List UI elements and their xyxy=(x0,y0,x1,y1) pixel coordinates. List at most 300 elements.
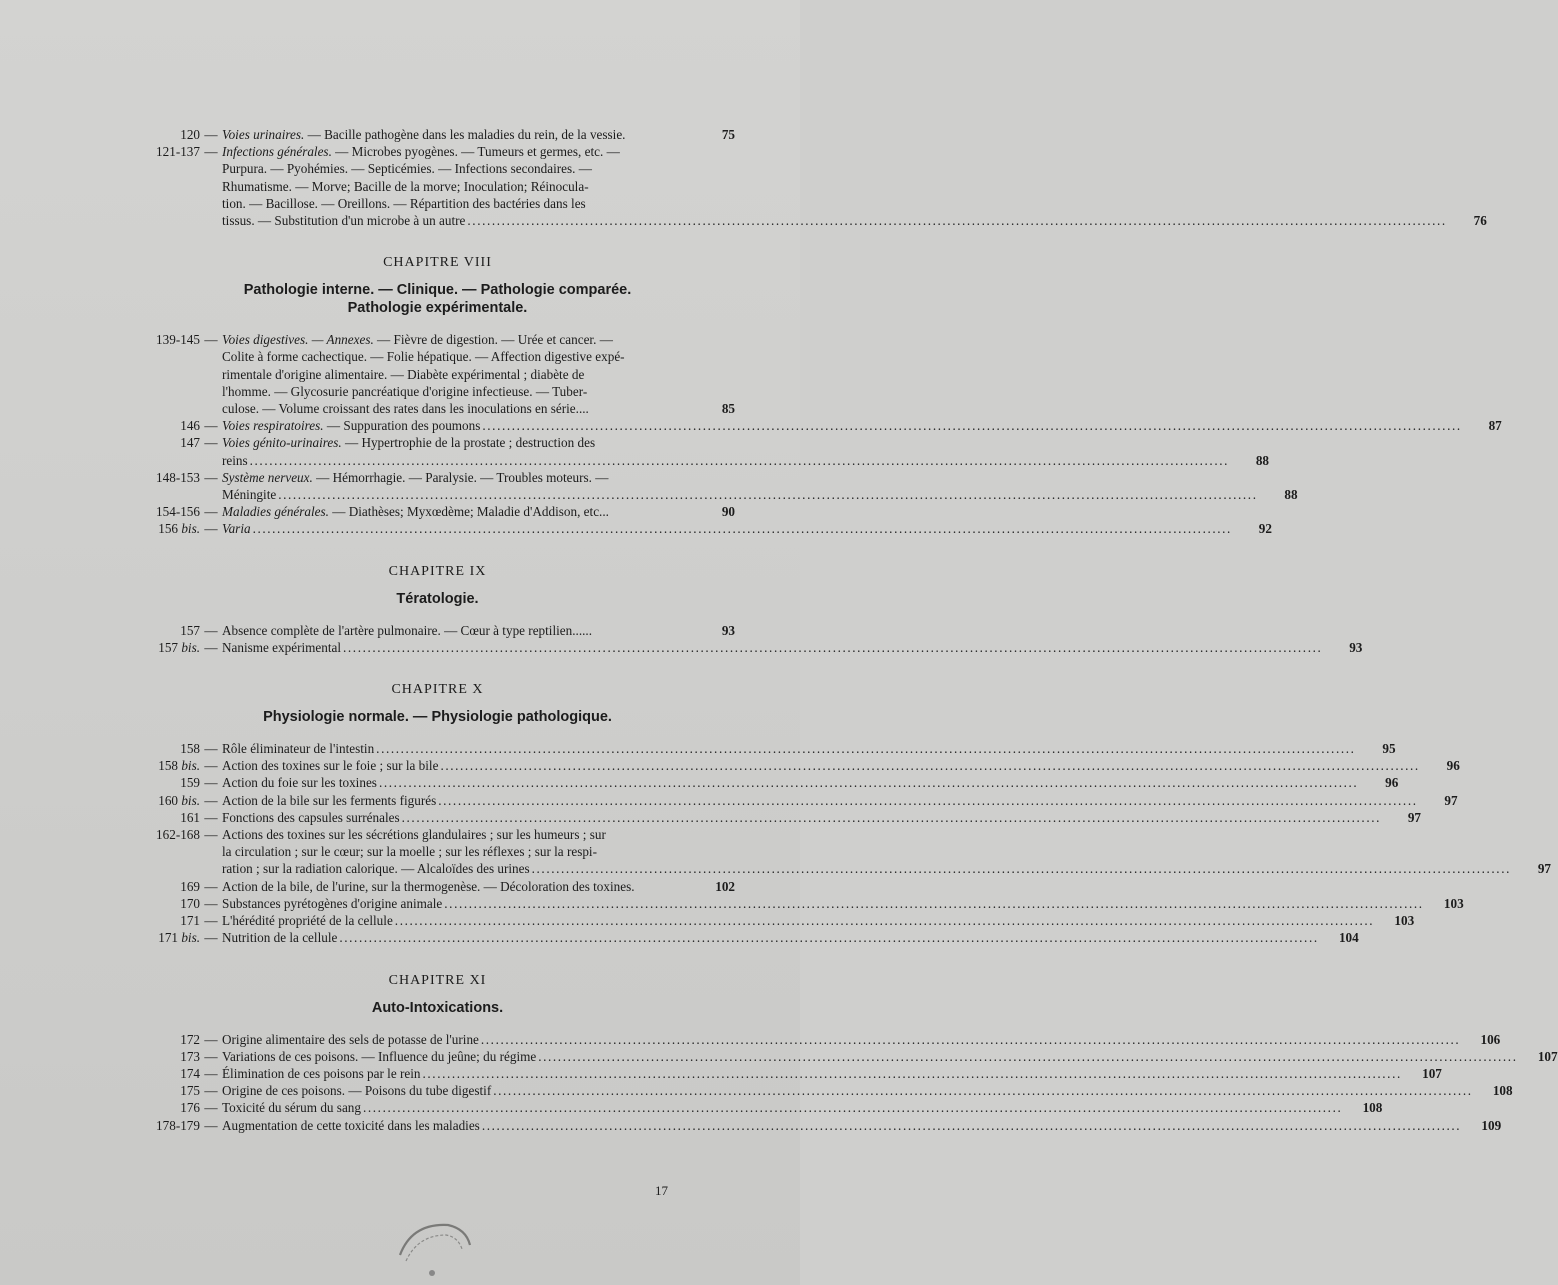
entry-last-line xyxy=(222,757,1460,774)
toc-entry xyxy=(140,878,735,895)
entry-last-content: Origine de ces poisons. — Poisons du tube digestif xyxy=(222,1083,492,1099)
entry-last-text xyxy=(222,912,393,929)
entry-last-line xyxy=(222,1099,1382,1116)
entry-dash: — xyxy=(204,622,218,638)
chapter-title xyxy=(140,708,735,726)
leader-dots: ........................................................................................................................................................................................................ xyxy=(378,775,1359,791)
entry-number xyxy=(140,417,200,434)
entry-number xyxy=(140,1031,200,1048)
entry-number xyxy=(140,434,200,451)
entry-last-content: Variations de ces poisons. — Influence du jeûne; du régime xyxy=(222,1048,537,1064)
toc-entry xyxy=(140,331,735,417)
entry-number xyxy=(140,1117,200,1134)
entry-line-content: Fièvre de digestion. — Urée et cancer. — xyxy=(393,332,613,348)
leader-dots: ........................................................................................................................................................................................................ xyxy=(252,521,1232,537)
toc-entry xyxy=(140,929,1359,946)
entry-last-text xyxy=(222,1031,479,1048)
page-ref: 97 xyxy=(1444,792,1458,808)
entry-text xyxy=(222,1031,1500,1048)
entry-line xyxy=(222,331,735,348)
page-ref: 92 xyxy=(1258,521,1272,537)
page-ref: 90 xyxy=(721,504,735,520)
entry-last-text xyxy=(222,452,248,469)
entry-number-value: 148-153 xyxy=(156,469,200,485)
entry-line-content: Microbes pyogènes. — Tumeurs et germes, etc. — xyxy=(351,144,620,160)
entry-last-text xyxy=(222,400,589,417)
leader-dots: ........................................................................................................................................................................................................ xyxy=(438,792,1418,808)
entry-last-line xyxy=(222,503,735,520)
entry-last-content: Augmentation de cette toxicité dans les maladies xyxy=(222,1117,480,1133)
entry-number-value: 121-137 xyxy=(156,144,200,160)
entry-last-line xyxy=(222,774,1398,791)
page-ref: 108 xyxy=(1362,1100,1383,1116)
entry-number xyxy=(140,469,200,486)
entry-line-content: Colite à forme cachectique. — Folie hépatique. — Affection digestive expé- xyxy=(222,349,625,365)
entry-last-line xyxy=(222,400,735,417)
page-ref: 85 xyxy=(721,401,735,417)
entry-last-text: Voies respiratoires. — Suppuration des poumons xyxy=(222,418,481,434)
entry-text xyxy=(222,520,1272,537)
entry-number xyxy=(140,757,200,774)
entry-bis-label: bis. xyxy=(181,758,200,774)
entry-dash: — xyxy=(204,1117,218,1133)
leader-dots: ........................................................................................................................................................................................................ xyxy=(249,452,1230,468)
entry-dash: — xyxy=(204,930,218,946)
entry-text xyxy=(222,1065,1442,1082)
entry-dash: — xyxy=(204,792,218,808)
entry-last-line xyxy=(222,1117,1501,1134)
entry-last-line xyxy=(222,740,1396,757)
entry-dash: — xyxy=(204,127,218,142)
page-ref: 108 xyxy=(1492,1083,1513,1099)
chapter-heading: CHAPITRE IX xyxy=(388,563,487,579)
entry-number-value: 173 xyxy=(180,1048,200,1064)
entry-number xyxy=(140,503,200,520)
page-ref: 88 xyxy=(1255,452,1270,468)
entry-dash: — xyxy=(204,504,218,520)
entry-number-value: 139-145 xyxy=(156,332,200,348)
entry-last-text xyxy=(222,757,438,774)
leader-dots: ........................................................................................................................................................................................................ xyxy=(493,1083,1473,1099)
leader-dots: ........................................................................................................................................................................................................ xyxy=(401,809,1382,825)
entry-dash: — xyxy=(204,878,218,894)
entry-bis-label: bis. xyxy=(181,639,200,655)
toc-entry xyxy=(140,912,1415,929)
entry-number xyxy=(140,1082,200,1099)
entry-line-text: Infections générales. — Microbes pyogènes. — Tumeurs et germes, etc. — xyxy=(222,144,620,160)
entry-dash: — xyxy=(204,521,218,537)
entry-number-value: 174 xyxy=(180,1065,200,1081)
toc-entry xyxy=(140,809,1422,826)
toc-entry xyxy=(140,1082,1513,1099)
entry-text xyxy=(222,912,1414,929)
entry-last-content: reins xyxy=(222,452,248,468)
entry-number-value: 176 xyxy=(180,1100,200,1116)
page-ref: 95 xyxy=(1382,741,1396,757)
entry-last-line xyxy=(222,878,735,895)
entry-last-text xyxy=(222,1082,491,1099)
entry-last-line xyxy=(222,1048,1558,1065)
page-ref: 109 xyxy=(1481,1117,1502,1133)
entry-last-content: L'hérédité propriété de la cellule xyxy=(222,913,393,929)
page-ref: 93 xyxy=(1349,639,1363,655)
entry-last-text: Voies urinaires. — Bacille pathogène dans les maladies du rein, de la vessie. xyxy=(222,127,626,142)
page-ref: 97 xyxy=(1407,809,1422,825)
entry-last-text xyxy=(222,929,337,946)
entry-last-text: Maladies générales. — Diathèses; Myxœdème; Maladie d'Addison, etc... xyxy=(222,504,609,520)
table-of-contents xyxy=(140,126,1558,1134)
toc-entry xyxy=(140,757,1460,774)
entry-dash: — xyxy=(204,1048,218,1064)
entry-text xyxy=(222,1048,1558,1065)
entry-number-value: 162-168 xyxy=(156,827,200,843)
toc-entry xyxy=(140,1065,1442,1082)
entry-line-content: Hypertrophie de la prostate ; destruction des xyxy=(361,435,596,451)
entry-last-content: Substances pyrétogènes d'origine animale xyxy=(222,895,443,911)
entry-dash: — xyxy=(204,758,218,774)
entry-last-text xyxy=(222,212,465,229)
toc-entry xyxy=(140,469,1298,503)
entry-bis-label: bis. xyxy=(181,792,200,808)
entry-dash: — xyxy=(204,895,218,911)
entry-number-value: 170 xyxy=(180,895,200,911)
entry-number-value: 120 xyxy=(180,127,200,142)
entry-line-content: Actions des toxines sur les sécrétions glandulaires ; sur les humeurs ; sur xyxy=(222,827,606,843)
entry-dash: — xyxy=(204,809,218,825)
page-ref: 103 xyxy=(1443,895,1464,911)
entry-heading: Voies urinaires. xyxy=(222,127,305,142)
entry-line-text xyxy=(222,826,1551,843)
page-ref: 96 xyxy=(1385,775,1399,791)
leader-dots: ........................................................................................................................................................................................................ xyxy=(531,861,1511,877)
entry-last-text xyxy=(222,809,400,826)
entry-line xyxy=(222,348,735,365)
entry-last-line xyxy=(222,929,1359,946)
toc-entry xyxy=(140,503,735,520)
entry-last-line xyxy=(222,792,1458,809)
entry-text xyxy=(222,895,1464,912)
entry-last-text xyxy=(222,1065,421,1082)
entry-number-value: 171 xyxy=(158,930,179,946)
entry-last-content: tissus. — Substitution d'un microbe à un autre xyxy=(222,213,466,229)
leader-dots: ........................................................................................................................................................................................................ xyxy=(481,1117,1462,1133)
leader-dots: ........................................................................................................................................................................................................ xyxy=(422,1065,1402,1081)
chapter-title xyxy=(140,590,735,608)
entry-text xyxy=(222,826,1551,878)
toc-entry xyxy=(140,774,1399,791)
toc-entry xyxy=(140,740,1396,757)
entry-last-content: Nutrition de la cellule xyxy=(222,930,338,946)
leader-dots: ........................................................................................................................................................................................................ xyxy=(376,741,1356,757)
entry-last-text xyxy=(222,860,530,877)
chapter-heading: CHAPITRE VIII xyxy=(383,255,492,271)
entry-text xyxy=(222,1082,1513,1099)
entry-number-value: 156 xyxy=(158,521,179,537)
entry-number xyxy=(140,809,200,826)
entry-number xyxy=(140,878,200,895)
entry-heading: Voies digestives. — Annexes. xyxy=(222,332,374,348)
entry-last-line xyxy=(222,860,1551,877)
page-ref: 107 xyxy=(1422,1065,1442,1081)
entry-line xyxy=(222,826,1551,843)
entry-dash: — xyxy=(204,1065,218,1081)
entry-dash: — xyxy=(204,639,218,655)
entry-last-line xyxy=(222,126,735,143)
entry-text xyxy=(222,143,1487,229)
entry-last-line xyxy=(222,417,1502,434)
entry-last-line xyxy=(222,452,1269,469)
entry-last-content: Fonctions des capsules surrénales xyxy=(222,809,400,825)
page-ref: 88 xyxy=(1284,487,1298,503)
toc-entry xyxy=(140,1117,1502,1134)
entry-dash: — xyxy=(204,332,218,348)
entry-text xyxy=(222,417,1502,434)
entry-text xyxy=(222,1117,1501,1134)
entry-line xyxy=(222,383,735,400)
entry-last-content: ration ; sur la radiation calorique. — Alcaloïdes des urines xyxy=(222,861,530,877)
entry-dash: — xyxy=(204,827,218,843)
page-ref: 107 xyxy=(1537,1048,1558,1064)
page-ref: 102 xyxy=(715,878,735,894)
entry-text xyxy=(222,929,1359,946)
entry-last-text xyxy=(222,1117,480,1134)
entry-number xyxy=(140,520,200,537)
entry-line xyxy=(222,195,1487,212)
entry-text xyxy=(222,740,1396,757)
entry-line-text: Système nerveux. — Hémorrhagie. — Paralysie. — Troubles moteurs. — xyxy=(222,469,609,485)
entry-dash: — xyxy=(204,1100,218,1116)
entry-line xyxy=(222,178,1487,195)
entry-dash: — xyxy=(204,469,218,485)
entry-last-text xyxy=(222,878,635,895)
entry-text xyxy=(222,792,1458,809)
entry-last-content: Élimination de ces poisons par le rein xyxy=(222,1065,421,1081)
chapter-heading: CHAPITRE X xyxy=(391,682,484,698)
entry-dash: — xyxy=(204,418,218,434)
page-ref: 106 xyxy=(1480,1031,1501,1047)
library-stamp-icon xyxy=(392,1215,472,1285)
entry-line xyxy=(222,160,1487,177)
leader-dots: ........................................................................................................................................................................................................ xyxy=(444,895,1424,911)
entry-number-value: 172 xyxy=(180,1031,200,1047)
entry-number-value: 157 xyxy=(180,622,200,638)
entry-dash: — xyxy=(204,144,218,160)
entry-last-content: Action des toxines sur le foie ; sur la bile xyxy=(222,758,439,774)
chapter-title-line: Auto-Intoxications. xyxy=(371,999,504,1016)
entry-last-text xyxy=(222,639,341,656)
entry-bis-label: bis. xyxy=(181,521,200,537)
toc-entry xyxy=(140,143,1487,229)
entry-line-text: Voies digestives. — Annexes. — Fièvre de digestion. — Urée et cancer. — xyxy=(222,332,613,348)
toc-entry xyxy=(140,1031,1501,1048)
entry-last-text xyxy=(222,774,377,791)
page-ref: 93 xyxy=(721,622,735,638)
entry-text xyxy=(222,639,1362,656)
entry-number xyxy=(140,740,200,757)
entry-last-content: Origine alimentaire des sels de potasse de l'urine xyxy=(222,1031,479,1047)
entry-line-content: tion. — Bacillose. — Oreillons. — Répartition des bactéries dans les xyxy=(222,195,586,211)
entry-last-content: Absence complète de l'artère pulmonaire. — Cœur à type reptilien...... xyxy=(222,622,593,638)
entry-last-line xyxy=(222,895,1464,912)
entry-number xyxy=(140,1048,200,1065)
entry-text xyxy=(222,331,735,417)
entry-text xyxy=(222,1099,1382,1116)
leader-dots: ........................................................................................................................................................................................................ xyxy=(343,639,1323,655)
page-ref: 87 xyxy=(1488,418,1502,434)
entry-text xyxy=(222,126,735,143)
entry-last-content: culose. — Volume croissant des rates dans les inoculations en série.... xyxy=(222,401,589,417)
entry-dash: — xyxy=(204,913,218,929)
page-number: 17 xyxy=(655,1183,668,1198)
toc-entry xyxy=(140,520,1272,537)
toc-entry xyxy=(140,826,1551,878)
entry-last-content: Nanisme expérimental xyxy=(222,639,342,655)
entry-bis-label: bis. xyxy=(181,930,200,946)
entry-heading: Maladies générales. xyxy=(222,504,329,520)
entry-number xyxy=(140,143,200,160)
leader-dots: ........................................................................................................................................................................................................ xyxy=(362,1100,1343,1116)
entry-heading: Voies respiratoires. xyxy=(222,418,324,434)
entry-number-value: 175 xyxy=(180,1083,200,1099)
entry-last-text xyxy=(222,792,436,809)
toc-entry xyxy=(140,126,735,143)
entry-last-line xyxy=(222,520,1272,537)
chapter-title-line: Pathologie expérimentale. xyxy=(347,300,528,317)
entry-dash: — xyxy=(204,1031,218,1047)
leader-dots: ........................................................................................................................................................................................................ xyxy=(538,1048,1518,1064)
entry-line xyxy=(222,434,1269,451)
entry-line xyxy=(222,366,735,383)
page-ref: 103 xyxy=(1394,913,1415,929)
leader-dots: ........................................................................................................................................................................................................ xyxy=(278,487,1258,503)
entry-last-text xyxy=(222,1048,536,1065)
chapter-title xyxy=(140,281,735,317)
entry-text xyxy=(222,622,735,639)
entry-number xyxy=(140,639,200,656)
entry-number xyxy=(140,774,200,791)
entry-last-content: Rôle éliminateur de l'intestin xyxy=(222,741,375,757)
entry-text xyxy=(222,503,735,520)
entry-number-value: 158 xyxy=(180,741,200,757)
entry-last-content: Bacille pathogène dans les maladies du rein, de la vessie. xyxy=(324,127,626,142)
toc-entry xyxy=(140,1099,1383,1116)
entry-number-value: 147 xyxy=(180,435,200,451)
entry-number-value: 157 xyxy=(158,639,179,655)
entry-dash: — xyxy=(204,435,218,451)
leader-dots: ........................................................................................................................................................................................................ xyxy=(339,930,1319,946)
entry-dash: — xyxy=(204,775,218,791)
entry-line xyxy=(222,469,1298,486)
entry-last-text xyxy=(222,520,251,537)
entry-text xyxy=(222,757,1460,774)
page-ref: 75 xyxy=(721,127,735,142)
page-ref: 96 xyxy=(1446,758,1460,774)
entry-number xyxy=(140,1099,200,1116)
entry-last-content: Action de la bile sur les ferments figurés xyxy=(222,792,437,808)
entry-text xyxy=(222,469,1298,503)
entry-number-value: 160 xyxy=(158,792,179,808)
toc-entry xyxy=(140,639,1363,656)
entry-number xyxy=(140,1065,200,1082)
leader-dots: ........................................................................................................................................................................................................ xyxy=(482,418,1462,434)
entry-line-content: Purpura. — Pyohémies. — Septicémies. — Infections secondaires. — xyxy=(222,161,592,177)
entry-number-value: 169 xyxy=(180,878,200,894)
entry-heading: Voies génito-urinaires. xyxy=(222,435,342,451)
entry-number xyxy=(140,126,200,143)
toc-entry xyxy=(140,434,1270,468)
entry-line xyxy=(222,843,1551,860)
entry-last-line xyxy=(222,1082,1513,1099)
entry-number-value: 146 xyxy=(180,418,200,434)
leader-dots: ........................................................................................................................................................................................................ xyxy=(440,758,1420,774)
entry-last-text xyxy=(222,486,276,503)
entry-number-value: 171 xyxy=(180,913,200,929)
entry-number xyxy=(140,929,200,946)
entry-line-content: Hémorrhagie. — Paralysie. — Troubles moteurs. — xyxy=(332,469,609,485)
entry-last-text xyxy=(222,1099,361,1116)
entry-line-content: Rhumatisme. — Morve; Bacille de la morve; Inoculation; Réinocula- xyxy=(222,178,589,194)
entry-dash: — xyxy=(204,1083,218,1099)
leader-dots: ........................................................................................................................................................................................................ xyxy=(480,1031,1461,1047)
entry-text xyxy=(222,434,1269,468)
entry-number-value: 161 xyxy=(180,809,200,825)
entry-last-text xyxy=(222,622,592,639)
entry-last-content: Méningite xyxy=(222,487,277,503)
entry-last-line xyxy=(222,622,735,639)
entry-number-value: 159 xyxy=(180,775,200,791)
entry-line xyxy=(222,143,1487,160)
entry-number xyxy=(140,331,200,348)
leader-dots: ........................................................................................................................................................................................................ xyxy=(394,913,1375,929)
toc-entry xyxy=(140,417,1502,434)
entry-text xyxy=(222,774,1398,791)
page-ref: 104 xyxy=(1338,930,1359,946)
entry-line-content: rimentale d'origine alimentaire. — Diabète expérimental ; diabète de xyxy=(222,366,585,382)
entry-last-line xyxy=(222,1065,1442,1082)
entry-number-value: 154-156 xyxy=(156,504,200,520)
chapter-title-line: Tératologie. xyxy=(396,590,479,607)
entry-last-content: Action du foie sur les toxines xyxy=(222,775,377,791)
entry-last-line xyxy=(222,809,1421,826)
entry-heading: Système nerveux. xyxy=(222,469,313,485)
toc-entry xyxy=(140,895,1464,912)
entry-heading: Infections générales. xyxy=(222,144,332,160)
entry-line-content: la circulation ; sur le cœur; sur la moelle ; sur les réflexes ; sur la respi- xyxy=(222,844,597,860)
chapter-title xyxy=(140,999,735,1017)
entry-number xyxy=(140,912,200,929)
entry-last-content: Action de la bile, de l'urine, sur la thermogenèse. — Décoloration des toxines. xyxy=(222,878,635,894)
toc-entry xyxy=(140,792,1458,809)
entry-text xyxy=(222,878,735,895)
toc-entry xyxy=(140,1048,1558,1065)
entry-last-content: Toxicité du sérum du sang xyxy=(222,1100,361,1116)
entry-last-line xyxy=(222,639,1362,656)
entry-number xyxy=(140,826,200,843)
entry-line-content: l'homme. — Glycosurie pancréatique d'origine infectieuse. — Tuber- xyxy=(222,383,588,399)
entry-number xyxy=(140,792,200,809)
entry-last-line xyxy=(222,912,1414,929)
entry-number-value: 158 xyxy=(158,758,179,774)
entry-last-text xyxy=(222,895,442,912)
entry-line-text: Voies génito-urinaires. — Hypertrophie de la prostate ; destruction des xyxy=(222,435,596,451)
entry-last-content: Diathèses; Myxœdème; Maladie d'Addison, etc... xyxy=(348,504,609,520)
entry-last-line xyxy=(222,486,1298,503)
entry-number-value: 178-179 xyxy=(156,1117,200,1133)
entry-text xyxy=(222,809,1421,826)
toc-entry xyxy=(140,622,735,639)
page-ref: 97 xyxy=(1537,861,1551,877)
leader-dots: ........................................................................................................................................................................................................ xyxy=(467,213,1447,229)
